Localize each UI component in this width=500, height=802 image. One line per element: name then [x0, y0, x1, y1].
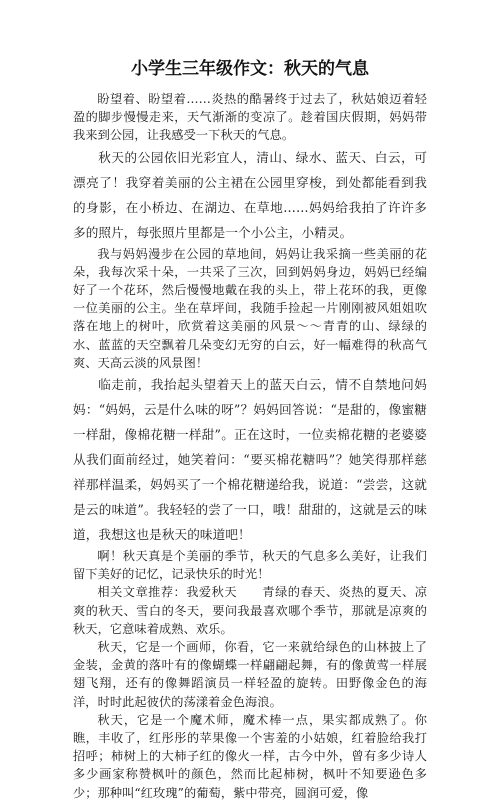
paragraph: 啊！秋天真是个美丽的季节，秋天的气息多么美好，让我们留下美好的记忆，记录快乐的时光！ — [73, 549, 427, 582]
document-body — [73, 90, 427, 802]
paragraph: 临走前，我抬起头望着天上的蓝天白云，情不自禁地问妈妈：“妈妈，云是什么味的呀”？妈妈回答说：“是甜的，像蜜糖一样甜，像棉花糖一样甜”。正在这时，一位卖棉花糖的老婆婆从我们面前经过，她笑着问：“要买棉花糖吗”？她笑得那样慈祥那样温柔，妈妈买了一个棉花糖递给我，说道：“尝尝，这就是云的味道”。我轻轻的尝了一口，哦！甜甜的，这就是云的味道，我想这也是秋天的味道吧！ — [73, 377, 427, 543]
paragraph: 我与妈妈漫步在公园的草地间，妈妈让我采摘一些美丽的花朵，我每次采十朵，一共采了三次，回到妈妈身边，妈妈已经编好了一个花环，然后慢慢地戴在我的头上，带上花环的我，更像一位美丽的公主。坐在草坪间，我随手捡起一片刚刚被风姐姐吹落在地上的树叶，欣赏着这美丽的风景～～青青的山、绿绿的水、蓝蓝的天空飘着几朵变幻无穷的白云，好一幅难得的秋高气爽、天高云淡的风景图！ — [73, 246, 427, 370]
paragraph: 盼望着、盼望着……炎热的酷暑终于过去了，秋姑娘迈着轻盈的脚步慢慢走来，天气渐渐的变凉了。趁着国庆假期，妈妈带我来到公园，让我感受一下秋天的气息。 — [73, 92, 427, 143]
paragraph: 秋天，它是一个魔术师，魔术棒一点，果实都成熟了。你瞧，丰收了，红彤彤的苹果像一个害羞的小姑娘，红着脸给我打招呼；柿树上的大柿子红的像火一样，古今中外，曾有多少诗人多少画家称赞枫叶的颜色，然而比起柿树，枫叶不知要逊色多少；那种叫“红玫瑰”的葡萄，紫中带亮，圆润可爱，像 — [73, 712, 427, 800]
paragraph: 秋天，它是一个画师，你看，它一来就给绿色的山林披上了金装，金黄的落叶有的像蝴蝶一样翩翩起舞，有的像黄莺一样展翅飞翔，还有的像舞蹈演员一样轻盈的旋转。田野像金色的海洋，时时此起彼伏的荡漾着金色海浪。 — [73, 640, 427, 709]
paragraph: 相关文章推荐：我爱秋天 青绿的春天、炎热的夏天、凉爽的秋天、雪白的冬天，要问我最喜欢哪个季节，那就是凉爽的秋天，它意味着成熟、欢乐。 — [73, 585, 427, 636]
paragraph: 秋天的公园依旧光彩宜人，清山、绿水、蓝天、白云，可漂亮了！我穿着美丽的公主裙在公园里穿梭，到处都能看到我的身影，在小桥边、在湖边、在草地……妈妈给我拍了许许多多的照片，每张照片里都是一个小公主，小精灵。 — [73, 149, 427, 240]
document-title: 小学生三年级作文：秋天的气息 — [131, 59, 369, 79]
